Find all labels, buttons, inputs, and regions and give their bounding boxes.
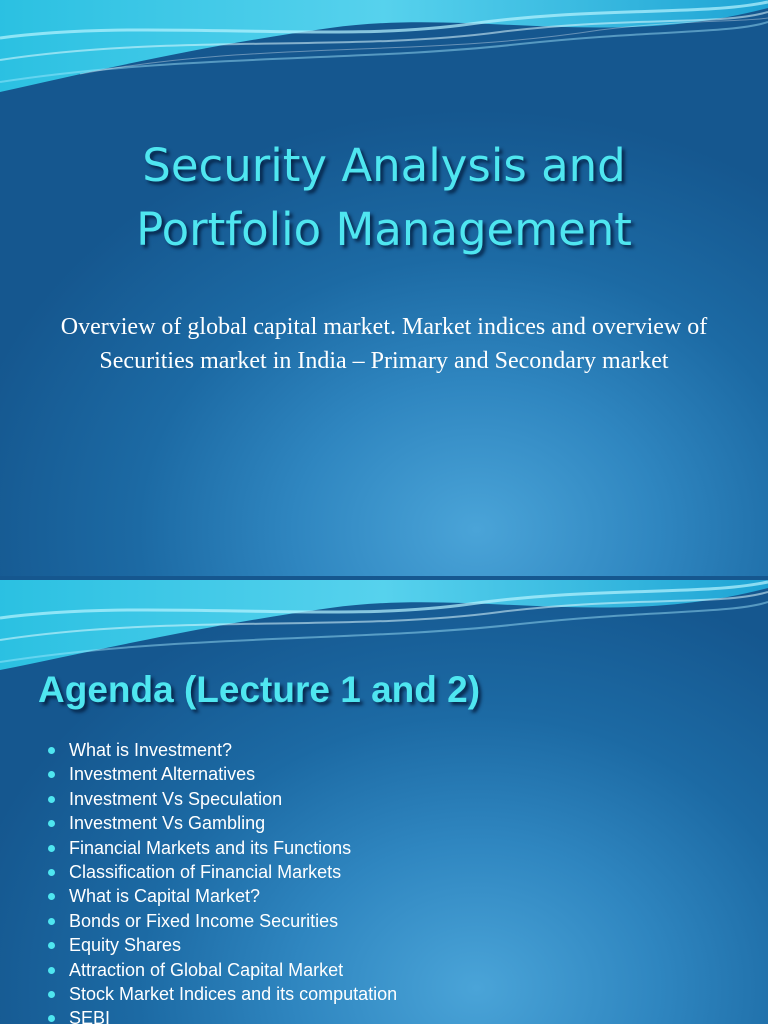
list-item-label: Bonds or Fixed Income Securities (69, 910, 339, 931)
slide-title-heading (0, 134, 768, 262)
bullet-icon (48, 1015, 55, 1022)
list-item-label: What is Investment? (69, 740, 233, 760)
bullet-icon (48, 967, 55, 974)
list-item-label: Investment Vs Gambling (69, 813, 266, 834)
bullet-icon (48, 796, 55, 803)
list-item (48, 958, 397, 982)
list-item-label: What is Capital Market? (69, 886, 261, 907)
list-item-label: Stock Market Indices and its computation (69, 984, 398, 1005)
bullet-icon (48, 747, 55, 754)
list-item-label: Financial Markets and its Functions (69, 837, 352, 858)
title-line-1: Security Analysis and (142, 139, 626, 192)
list-item (48, 811, 397, 835)
list-item-label: Investment Vs Speculation (69, 788, 283, 809)
list-item-label: Classification of Financial Markets (69, 862, 342, 883)
bullet-icon (48, 820, 55, 827)
wave-decoration (0, 0, 768, 110)
list-item-label: SEBI (69, 1008, 111, 1024)
list-item (48, 1006, 397, 1024)
list-item (48, 836, 397, 860)
agenda-heading: Agenda (Lecture 1 and 2) (38, 669, 481, 710)
list-item (48, 762, 397, 786)
list-item-label: Investment Alternatives (69, 764, 256, 785)
bullet-icon (48, 918, 55, 925)
list-item (48, 738, 397, 762)
bullet-icon (48, 893, 55, 900)
list-item (48, 860, 397, 884)
list-item (48, 933, 397, 957)
list-item (48, 909, 397, 933)
list-item (48, 884, 397, 908)
list-item (48, 982, 397, 1006)
agenda-list (48, 738, 397, 1024)
list-item (48, 787, 397, 811)
list-item-label: Attraction of Global Capital Market (69, 959, 344, 980)
bullet-icon (48, 771, 55, 778)
bullet-icon (48, 942, 55, 949)
slide-subtitle: Overview of global capital market. Market indices and overview of Securities market in India – Primary and Secondary market (60, 314, 708, 374)
bullet-icon (48, 869, 55, 876)
slide-agenda (0, 576, 768, 1024)
bullet-icon (48, 845, 55, 852)
bullet-icon (48, 991, 55, 998)
list-item-label: Equity Shares (69, 935, 182, 956)
title-line-2: Portfolio Management (136, 203, 632, 256)
